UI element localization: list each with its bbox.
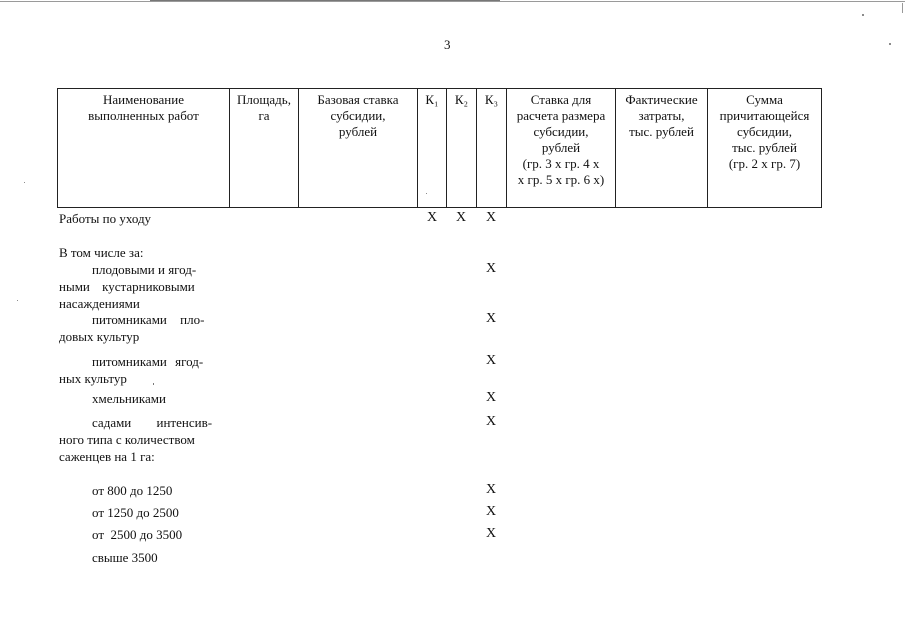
row-intensive-gardens-line-2: ного типа с количеством bbox=[59, 432, 195, 447]
header-col-name: Наименование выполненных работ bbox=[58, 89, 230, 207]
header-col-k1: К₁ bbox=[418, 89, 447, 207]
scan-edge-mark bbox=[902, 3, 903, 13]
page-number: 3 bbox=[444, 37, 451, 52]
row-fruit-nurseries-label bbox=[59, 311, 221, 345]
scan-speck bbox=[24, 182, 25, 183]
row-care-label: Работы по уходу bbox=[59, 211, 152, 226]
row-including-label: В том числе за: bbox=[59, 245, 144, 260]
scan-speck bbox=[153, 383, 154, 385]
row-range-800-1250-label: от 800 до 1250 bbox=[92, 483, 173, 498]
row-range-2500-3500-k3-mark: Х bbox=[486, 526, 497, 541]
header-col-k2: К₂ bbox=[447, 89, 477, 207]
row-care-k1-mark: Х bbox=[427, 210, 438, 225]
row-berry-nurseries-line-2: ных культур bbox=[59, 371, 127, 386]
row-range-1250-2500-k3-mark: Х bbox=[486, 504, 497, 519]
row-hops-label: хмельниками bbox=[92, 391, 166, 406]
scan-speck bbox=[889, 43, 891, 45]
scan-speck bbox=[426, 193, 427, 194]
header-col-calc-rate: Ставка для расчета размера субсидии, рублей (гр. 3 х гр. 4 х х гр. 5 х гр. 6 х) bbox=[507, 89, 616, 207]
header-col-area: Площадь, га bbox=[230, 89, 299, 207]
header-col-k3: К₃ bbox=[477, 89, 507, 207]
row-fruit-nurseries-k3-mark: Х bbox=[486, 311, 497, 326]
row-fruit-berry-k3-mark: Х bbox=[486, 261, 497, 276]
row-fruit-berry-label bbox=[59, 261, 221, 312]
row-berry-nurseries-k3-mark: Х bbox=[486, 353, 497, 368]
row-range-800-1250-k3-mark: Х bbox=[486, 482, 497, 497]
row-fruit-berry-line-3: насаждениями bbox=[59, 296, 140, 311]
row-fruit-berry-line-1: плодовыми и ягод- bbox=[92, 262, 197, 277]
scan-speck bbox=[862, 14, 864, 16]
header-col-actual-cost: Фактические затраты, тыс. рублей bbox=[616, 89, 708, 207]
row-hops-k3-mark: Х bbox=[486, 390, 497, 405]
row-berry-nurseries-line-1: питомниками ягод- bbox=[92, 354, 204, 369]
row-intensive-gardens-line-3: саженцев на 1 га: bbox=[59, 449, 155, 464]
row-range-2500-3500-label: от 2500 до 3500 bbox=[92, 527, 183, 542]
row-range-1250-2500-label: от 1250 до 2500 bbox=[92, 505, 179, 520]
row-fruit-nurseries-line-1: питомниками пло- bbox=[92, 312, 205, 327]
page-top-edge-line bbox=[0, 1, 905, 2]
page-top-edge-line-dark bbox=[150, 0, 500, 1]
scan-speck bbox=[17, 300, 18, 301]
row-intensive-gardens-label bbox=[59, 414, 221, 465]
row-intensive-gardens-line-1: садами интенсив- bbox=[92, 415, 213, 430]
row-fruit-nurseries-line-2: довых культур bbox=[59, 329, 140, 344]
table-header bbox=[57, 88, 822, 208]
row-over-3500-label: свыше 3500 bbox=[92, 550, 158, 565]
row-intensive-gardens-k3-mark: Х bbox=[486, 414, 497, 429]
header-col-base-rate: Базовая ставка субсидии, рублей bbox=[299, 89, 418, 207]
row-berry-nurseries-label bbox=[59, 353, 221, 387]
row-fruit-berry-line-2: ными кустарниковыми bbox=[59, 279, 195, 294]
row-care-k2-mark: Х bbox=[456, 210, 467, 225]
row-care-k3-mark: Х bbox=[486, 210, 497, 225]
header-col-subsidy-sum: Сумма причитающейся субсидии, тыс. рублей (гр. 2 х гр. 7) bbox=[719, 92, 810, 171]
